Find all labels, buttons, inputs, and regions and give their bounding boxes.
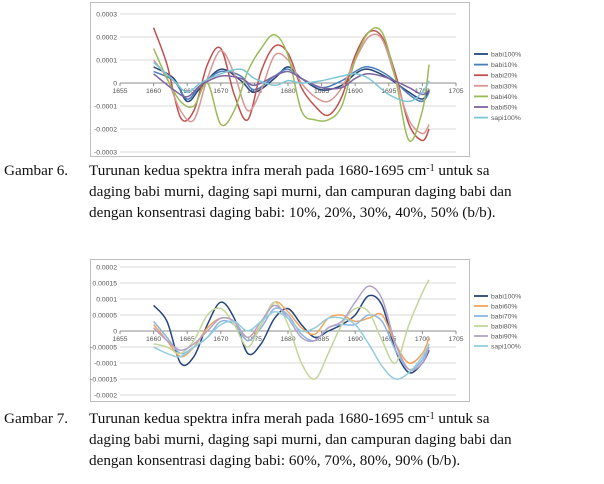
x-tick-label: 1690 xyxy=(347,336,363,343)
x-tick-label: 1700 xyxy=(414,336,430,343)
y-tick-label: -0.0001 xyxy=(93,360,117,368)
x-tick-label: 1675 xyxy=(246,336,262,343)
x-tick-label: 1665 xyxy=(179,336,195,343)
x-tick-label: 1695 xyxy=(381,88,397,95)
y-tick-label: -0.00015 xyxy=(90,376,117,384)
legend-label: babi70% xyxy=(491,313,518,321)
x-tick-label: 1670 xyxy=(213,336,229,343)
chart-figure-6-svg xyxy=(90,2,522,157)
x-tick-label: 1680 xyxy=(280,88,296,95)
legend-label: babi40% xyxy=(491,93,518,101)
legend-label: babi100% xyxy=(491,293,522,301)
caption-superscript: -1 xyxy=(426,163,435,174)
x-tick-label: 1700 xyxy=(414,88,430,95)
x-tick-label: 1655 xyxy=(112,88,128,95)
caption-figure-7 xyxy=(4,408,604,471)
legend-label: sapi100% xyxy=(491,115,521,123)
legend-label: babi30% xyxy=(491,83,518,91)
legend-label: babi90% xyxy=(491,333,518,341)
caption-line-3: dengan konsentrasi daging babi: 10%, 20%, 30%, 40%, 50% (b/b). xyxy=(89,204,496,221)
x-tick-label: 1655 xyxy=(112,336,128,343)
y-tick-label: 0.00015 xyxy=(92,280,117,288)
legend-label: babi50% xyxy=(491,104,518,112)
y-tick-label: -0.0003 xyxy=(93,149,117,157)
caption-line-1 xyxy=(89,160,489,181)
x-tick-label: 1680 xyxy=(280,336,296,343)
x-tick-label: 1690 xyxy=(347,88,363,95)
caption-line-1-text: Turunan kedua spektra infra merah pada 1680-1695 cm xyxy=(89,162,427,179)
x-tick-label: 1695 xyxy=(381,336,397,343)
y-tick-label: -0.0002 xyxy=(93,392,117,400)
y-tick-label: 0 xyxy=(113,328,117,336)
caption-line-2: daging babi murni, daging sapi murni, dan campuran daging babi dan xyxy=(89,431,512,448)
caption-label: Gambar 7. xyxy=(4,410,69,427)
y-tick-label: -0.00005 xyxy=(90,344,117,352)
caption-figure-6 xyxy=(4,160,604,223)
x-tick-label: 1685 xyxy=(314,88,330,95)
caption-line-1 xyxy=(89,408,489,429)
y-tick-label: 0 xyxy=(113,80,117,88)
x-tick-label: 1685 xyxy=(314,336,330,343)
x-tick-label: 1705 xyxy=(448,336,464,343)
chart-figure-6 xyxy=(90,2,522,157)
y-tick-label: -0.0002 xyxy=(93,126,117,134)
chart-figure-7-svg xyxy=(90,259,522,402)
y-tick-label: 0.00005 xyxy=(92,312,117,320)
caption-line-1-text: Turunan kedua spektra infra merah pada 1680-1695 cm xyxy=(89,410,427,427)
x-tick-label: 1670 xyxy=(213,88,229,95)
x-tick-label: 1675 xyxy=(246,88,262,95)
y-tick-label: 0.0002 xyxy=(96,264,117,272)
x-tick-label: 1705 xyxy=(448,88,464,95)
legend-label: babi80% xyxy=(491,323,518,331)
legend-label: babi100% xyxy=(491,51,522,59)
chart-figure-7 xyxy=(90,259,522,402)
chart-frame xyxy=(91,3,470,157)
x-tick-label: 1665 xyxy=(179,88,195,95)
x-tick-label: 1660 xyxy=(146,88,162,95)
caption-label: Gambar 6. xyxy=(4,162,69,179)
caption-line-1-tail: untuk sa xyxy=(434,410,490,427)
y-tick-label: 0.0003 xyxy=(96,11,117,19)
legend-label: babi60% xyxy=(491,303,518,311)
caption-line-3: dengan konsentrasi daging babi: 60%, 70%, 80%, 90% (b/b). xyxy=(89,452,461,469)
y-tick-label: -0.0001 xyxy=(93,103,117,111)
y-tick-label: 0.0001 xyxy=(96,57,117,65)
y-tick-label: 0.0001 xyxy=(96,296,117,304)
legend-label: sapi100% xyxy=(491,343,521,351)
caption-line-1-tail: untuk sa xyxy=(434,162,490,179)
x-tick-label: 1660 xyxy=(146,336,162,343)
caption-line-2: daging babi murni, daging sapi murni, dan campuran daging babi dan xyxy=(89,183,512,200)
y-tick-label: 0.0002 xyxy=(96,34,117,42)
caption-superscript: -1 xyxy=(426,411,435,422)
legend-label: babi10% xyxy=(491,62,518,70)
legend-label: babi20% xyxy=(491,72,518,80)
